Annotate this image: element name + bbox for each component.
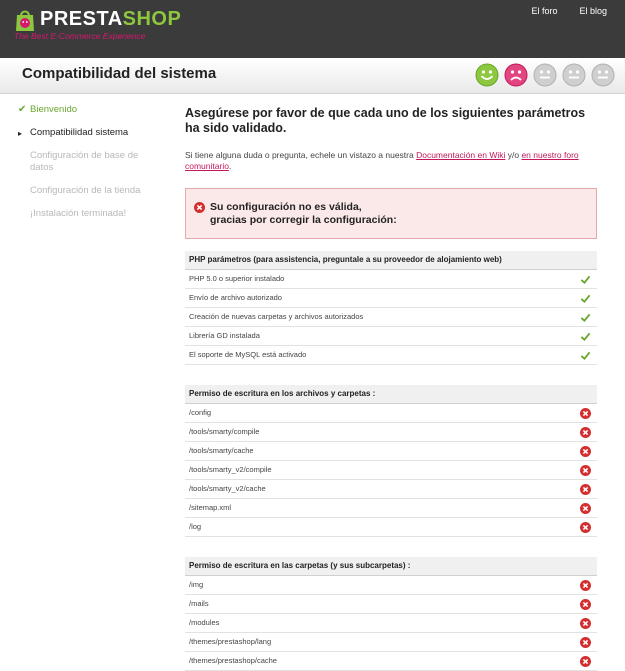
requirement-label: /tools/smarty_v2/compile bbox=[189, 465, 272, 474]
requirement-label: /config bbox=[189, 408, 212, 417]
install-steps-sidebar bbox=[18, 104, 148, 231]
sidebar-step-label: Compatibilidad sistema bbox=[30, 127, 129, 138]
section-title: PHP parámetros (para assistencia, preguntale a su proveedor de alojamiento web) bbox=[185, 251, 597, 270]
neutral-face-icon bbox=[533, 63, 557, 87]
progress-faces bbox=[475, 63, 615, 87]
neutral-face-icon bbox=[591, 63, 615, 87]
requirement-label: /themes/prestashop/cache bbox=[189, 656, 277, 665]
requirement-row bbox=[185, 499, 597, 518]
error-icon bbox=[580, 408, 591, 419]
requirement-label: /themes/prestashop/lang bbox=[189, 637, 272, 646]
neutral-face-icon bbox=[562, 63, 586, 87]
error-icon bbox=[580, 427, 591, 438]
requirement-label: /tools/smarty_v2/cache bbox=[189, 484, 266, 493]
check-icon bbox=[580, 350, 591, 361]
error-icon bbox=[580, 656, 591, 667]
error-icon bbox=[580, 637, 591, 648]
requirement-label: /modules bbox=[189, 618, 220, 627]
forum-link[interactable]: El foro bbox=[531, 6, 558, 16]
main-heading: Asegúrese por favor de que cada uno de los siguientes parámetros ha sido validado. bbox=[185, 106, 586, 135]
requirement-label: /img bbox=[189, 580, 204, 589]
error-icon bbox=[194, 202, 205, 213]
sidebar-step-label: ¡Instalación terminada! bbox=[30, 208, 127, 219]
sidebar-step[interactable] bbox=[18, 127, 148, 139]
page-title: Compatibilidad del sistema bbox=[22, 65, 217, 82]
check-icon bbox=[580, 331, 591, 342]
requirement-label: El soporte de MySQL está activado bbox=[189, 350, 307, 359]
requirement-row bbox=[185, 518, 597, 537]
arrow-right-icon: ▸ bbox=[18, 129, 23, 138]
requirement-row bbox=[185, 404, 597, 423]
shopping-bag-icon bbox=[14, 8, 36, 32]
requirement-label: PHP 5.0 o superior instalado bbox=[189, 274, 285, 283]
requirements-section bbox=[185, 557, 597, 671]
sidebar-step-label: Configuración de la tienda bbox=[30, 185, 141, 196]
sidebar-step bbox=[18, 150, 148, 174]
error-message: Su configuración no es válida, gracias por corregir la configuración: bbox=[210, 201, 397, 226]
sidebar-step-label: Bienvenido bbox=[30, 104, 78, 115]
blog-link[interactable]: El blog bbox=[579, 6, 607, 16]
requirement-label: /log bbox=[189, 522, 202, 531]
requirement-label: /tools/smarty/compile bbox=[189, 427, 260, 436]
requirement-label: Envío de archivo autorizado bbox=[189, 293, 282, 302]
error-icon bbox=[580, 446, 591, 457]
prestashop-logo[interactable] bbox=[14, 8, 181, 32]
requirement-row bbox=[185, 327, 597, 346]
section-title: Permiso de escritura en los archivos y carpetas : bbox=[185, 385, 597, 404]
requirement-label: /mails bbox=[189, 599, 209, 608]
requirement-row bbox=[185, 442, 597, 461]
top-header bbox=[0, 0, 625, 58]
sidebar-step bbox=[18, 208, 148, 220]
requirement-row bbox=[185, 346, 597, 365]
error-icon bbox=[580, 503, 591, 514]
check-icon bbox=[580, 274, 591, 285]
check-icon bbox=[580, 293, 591, 304]
requirement-label: Creación de nuevas carpetas y archivos autorizados bbox=[189, 312, 364, 321]
main-content bbox=[185, 106, 597, 671]
requirement-row bbox=[185, 633, 597, 652]
requirement-row bbox=[185, 595, 597, 614]
sad-face-icon bbox=[504, 63, 528, 87]
happy-face-icon bbox=[475, 63, 499, 87]
requirements-section bbox=[185, 385, 597, 537]
sidebar-step bbox=[18, 185, 148, 197]
requirement-label: /tools/smarty/cache bbox=[189, 446, 254, 455]
error-icon bbox=[580, 484, 591, 495]
check-icon bbox=[580, 312, 591, 323]
requirement-row bbox=[185, 308, 597, 327]
error-icon bbox=[580, 580, 591, 591]
requirement-row bbox=[185, 270, 597, 289]
error-icon bbox=[580, 465, 591, 476]
error-icon bbox=[580, 599, 591, 610]
requirement-row bbox=[185, 289, 597, 308]
logo-text: PRESTASHOP bbox=[40, 8, 182, 30]
requirement-row bbox=[185, 576, 597, 595]
error-icon bbox=[580, 522, 591, 533]
sidebar-step-label: Configuración de base de datos bbox=[30, 150, 139, 173]
requirement-row bbox=[185, 480, 597, 499]
intro-text: Si tiene alguna duda o pregunta, echele un vistazo a nuestra Documentación en Wiki y/o en nuestro foro comunitario. bbox=[185, 150, 579, 171]
wiki-doc-link[interactable]: Documentación en Wiki bbox=[416, 150, 506, 160]
requirement-row bbox=[185, 652, 597, 671]
logo-tagline: The Best E-Commerce Experience bbox=[14, 31, 146, 41]
title-band bbox=[0, 58, 625, 94]
config-error-box bbox=[185, 188, 597, 239]
error-icon bbox=[580, 618, 591, 629]
requirement-label: /sitemap.xml bbox=[189, 503, 232, 512]
community-forum-link[interactable]: en nuestro foro comunitario bbox=[185, 150, 579, 171]
requirements-section bbox=[185, 251, 597, 365]
requirement-row bbox=[185, 423, 597, 442]
requirement-row bbox=[185, 461, 597, 480]
checkmark-icon: ✔ bbox=[18, 104, 27, 115]
requirement-row bbox=[185, 614, 597, 633]
section-title: Permiso de escritura en las carpetas (y sus subcarpetas) : bbox=[185, 557, 597, 576]
header-links bbox=[531, 6, 607, 16]
requirement-label: Librería GD instalada bbox=[189, 331, 260, 340]
sidebar-step[interactable] bbox=[18, 104, 148, 116]
